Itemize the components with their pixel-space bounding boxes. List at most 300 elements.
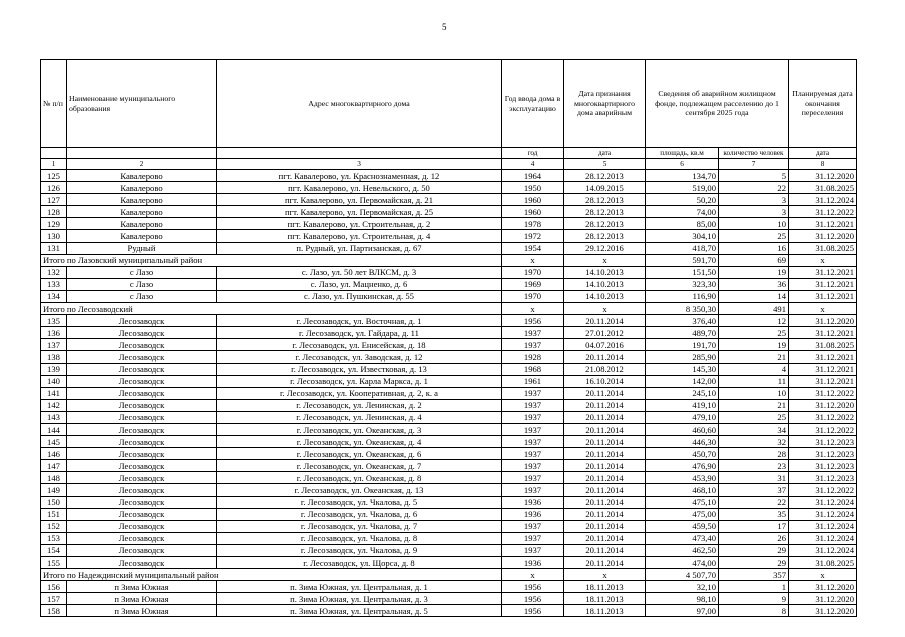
row-address: п. Зима Южная, ул. Центральная, д. 3 xyxy=(217,593,502,605)
row-address: г. Лесозаводск, ул. Чкалова, д. 6 xyxy=(217,508,502,520)
table-row xyxy=(41,170,857,182)
row-people: 34 xyxy=(719,423,789,435)
row-people: 31 xyxy=(719,472,789,484)
table-row xyxy=(41,532,857,544)
row-municipality: Лесозаводск xyxy=(67,460,217,472)
row-people: 36 xyxy=(719,278,789,290)
row-people: 19 xyxy=(719,339,789,351)
header-municipality: Наименование муниципального образования xyxy=(67,60,217,148)
row-planned-date: 31.12.2020 xyxy=(789,399,857,411)
row-planned-date: 31.12.2021 xyxy=(789,327,857,339)
subtotal-people: 69 xyxy=(719,254,789,266)
row-area: 304,10 xyxy=(646,230,719,242)
subtotal-planned: x xyxy=(789,569,857,581)
row-year: 1968 xyxy=(502,363,564,375)
row-municipality: Лесозаводск xyxy=(67,508,217,520)
row-year: 1956 xyxy=(502,605,564,617)
row-planned-date: 31.12.2024 xyxy=(789,520,857,532)
row-people: 21 xyxy=(719,351,789,363)
row-address: г. Лесозаводск, ул. Восточная, д. 1 xyxy=(217,315,502,327)
row-planned-date: 31.12.2020 xyxy=(789,170,857,182)
table-row xyxy=(41,290,857,302)
row-municipality: Кавалерово xyxy=(67,206,217,218)
table-row xyxy=(41,278,857,290)
row-municipality: Лесозаводск xyxy=(67,387,217,399)
row-area: 145,30 xyxy=(646,363,719,375)
row-people: 29 xyxy=(719,557,789,569)
row-address: г. Лесозаводск, ул. Щорса, д. 8 xyxy=(217,557,502,569)
row-year: 1956 xyxy=(502,315,564,327)
table-row xyxy=(41,520,857,532)
row-people: 11 xyxy=(719,375,789,387)
row-planned-date: 31.12.2023 xyxy=(789,460,857,472)
row-recognition-date: 20.11.2014 xyxy=(564,423,646,435)
header-fund-info: Сведения об аварийном жилищном фонде, подлежащем расселению до 1 сентября 2025 года xyxy=(646,60,789,148)
row-address: пгт. Кавалерово, ул. Строительная, д. 4 xyxy=(217,230,502,242)
row-address: п. Зима Южная, ул. Центральная, д. 5 xyxy=(217,605,502,617)
row-number: 134 xyxy=(41,290,67,302)
row-recognition-date: 14.10.2013 xyxy=(564,266,646,278)
row-people: 14 xyxy=(719,290,789,302)
row-year: 1960 xyxy=(502,194,564,206)
table-row xyxy=(41,557,857,569)
table-row xyxy=(41,399,857,411)
row-area: 419,10 xyxy=(646,399,719,411)
row-area: 323,30 xyxy=(646,278,719,290)
row-municipality: с Лазо xyxy=(67,290,217,302)
row-municipality: Лесозаводск xyxy=(67,448,217,460)
table-row xyxy=(41,327,857,339)
row-year: 1937 xyxy=(502,520,564,532)
row-planned-date: 31.12.2023 xyxy=(789,448,857,460)
row-address: г. Лесозаводск, ул. Океанская, д. 6 xyxy=(217,448,502,460)
table-row xyxy=(41,387,857,399)
subtotal-area: 591,70 xyxy=(646,254,719,266)
subtotal-area: 4 507,70 xyxy=(646,569,719,581)
row-area: 460,60 xyxy=(646,423,719,435)
row-people: 8 xyxy=(719,605,789,617)
row-area: 462,50 xyxy=(646,544,719,556)
row-planned-date: 31.12.2021 xyxy=(789,218,857,230)
row-address: г. Лесозаводск, ул. Ленинская, д. 4 xyxy=(217,411,502,423)
unit-date: дата xyxy=(564,148,646,159)
row-people: 5 xyxy=(719,170,789,182)
row-number: 150 xyxy=(41,496,67,508)
row-municipality: с Лазо xyxy=(67,266,217,278)
table-row xyxy=(41,375,857,387)
row-year: 1964 xyxy=(502,170,564,182)
row-area: 489,70 xyxy=(646,327,719,339)
row-people: 17 xyxy=(719,520,789,532)
row-area: 453,90 xyxy=(646,472,719,484)
row-year: 1961 xyxy=(502,375,564,387)
row-recognition-date: 20.11.2014 xyxy=(564,387,646,399)
row-recognition-date: 14.10.2013 xyxy=(564,278,646,290)
row-planned-date: 31.12.2022 xyxy=(789,206,857,218)
subtotal-date: x xyxy=(564,254,646,266)
row-year: 1937 xyxy=(502,436,564,448)
row-area: 74,00 xyxy=(646,206,719,218)
row-year: 1937 xyxy=(502,339,564,351)
row-planned-date: 31.12.2021 xyxy=(789,351,857,363)
row-planned-date: 31.12.2021 xyxy=(789,375,857,387)
table-row xyxy=(41,315,857,327)
row-address: с. Лазо, ул. 50 лет ВЛКСМ, д. 3 xyxy=(217,266,502,278)
row-people: 4 xyxy=(719,363,789,375)
subtotal-year: x xyxy=(502,303,564,315)
row-planned-date: 31.12.2021 xyxy=(789,363,857,375)
table-row xyxy=(41,581,857,593)
row-area: 519,00 xyxy=(646,182,719,194)
row-address: г. Лесозаводск, ул. Чкалова, д. 5 xyxy=(217,496,502,508)
row-year: 1936 xyxy=(502,496,564,508)
row-address: г. Лесозаводск, ул. Ленинская, д. 2 xyxy=(217,399,502,411)
row-address: с. Лазо, ул. Пушкинская, д. 55 xyxy=(217,290,502,302)
row-area: 468,10 xyxy=(646,484,719,496)
row-recognition-date: 14.09.2015 xyxy=(564,182,646,194)
column-number: 8 xyxy=(789,159,857,170)
row-year: 1956 xyxy=(502,581,564,593)
row-municipality: Лесозаводск xyxy=(67,520,217,532)
row-year: 1937 xyxy=(502,544,564,556)
row-municipality: Лесозаводск xyxy=(67,532,217,544)
row-address: г. Лесозаводск, ул. Океанская, д. 4 xyxy=(217,436,502,448)
row-people: 25 xyxy=(719,230,789,242)
row-people: 23 xyxy=(719,460,789,472)
row-municipality: Лесозаводск xyxy=(67,423,217,435)
row-recognition-date: 20.11.2014 xyxy=(564,436,646,448)
row-year: 1936 xyxy=(502,508,564,520)
subtotal-planned: x xyxy=(789,254,857,266)
subtotal-date: x xyxy=(564,303,646,315)
row-area: 475,00 xyxy=(646,508,719,520)
row-planned-date: 31.08.2025 xyxy=(789,242,857,254)
row-municipality: Лесозаводск xyxy=(67,436,217,448)
column-number: 3 xyxy=(217,159,502,170)
row-number: 148 xyxy=(41,472,67,484)
row-municipality: Лесозаводск xyxy=(67,544,217,556)
table-row xyxy=(41,436,857,448)
unit-year: год xyxy=(502,148,564,159)
row-area: 376,40 xyxy=(646,315,719,327)
row-planned-date: 31.12.2020 xyxy=(789,605,857,617)
subtotal-people: 491 xyxy=(719,303,789,315)
row-area: 446,30 xyxy=(646,436,719,448)
row-recognition-date: 28.12.2013 xyxy=(564,218,646,230)
row-planned-date: 31.12.2022 xyxy=(789,411,857,423)
row-area: 418,70 xyxy=(646,242,719,254)
table-row xyxy=(41,182,857,194)
row-number: 153 xyxy=(41,532,67,544)
row-area: 245,10 xyxy=(646,387,719,399)
row-number: 136 xyxy=(41,327,67,339)
table-row xyxy=(41,472,857,484)
header-recognition-date: Дата признания многоквартирного дома аварийным xyxy=(564,60,646,148)
row-municipality: Лесозаводск xyxy=(67,557,217,569)
row-planned-date: 31.12.2020 xyxy=(789,581,857,593)
row-municipality: Лесозаводск xyxy=(67,315,217,327)
subtotal-label: Итого по Лазовский муниципальный район xyxy=(41,254,502,266)
row-planned-date: 31.12.2024 xyxy=(789,544,857,556)
table-row xyxy=(41,593,857,605)
row-address: г. Лесозаводск, ул. Океанская, д. 7 xyxy=(217,460,502,472)
row-year: 1937 xyxy=(502,387,564,399)
row-people: 10 xyxy=(719,218,789,230)
row-area: 50,20 xyxy=(646,194,719,206)
row-number: 145 xyxy=(41,436,67,448)
row-planned-date: 31.12.2020 xyxy=(789,593,857,605)
row-recognition-date: 20.11.2014 xyxy=(564,411,646,423)
row-people: 26 xyxy=(719,532,789,544)
row-planned-date: 31.08.2025 xyxy=(789,557,857,569)
header-year: Год ввода дома в эксплуатацию xyxy=(502,60,564,148)
row-address: г. Лесозаводск, ул. Океанская, д. 8 xyxy=(217,472,502,484)
table-row xyxy=(41,351,857,363)
row-planned-date: 31.12.2024 xyxy=(789,532,857,544)
row-people: 19 xyxy=(719,266,789,278)
row-number: 126 xyxy=(41,182,67,194)
subtotal-row xyxy=(41,254,857,266)
row-people: 25 xyxy=(719,411,789,423)
row-address: г. Лесозаводск, ул. Чкалова, д. 9 xyxy=(217,544,502,556)
subtotal-row xyxy=(41,303,857,315)
unit-planned: дата xyxy=(789,148,857,159)
row-municipality: Лесозаводск xyxy=(67,327,217,339)
unit-people: количество человек xyxy=(719,148,789,159)
row-address: г. Лесозаводск, ул. Кооперативная, д. 2, к. а xyxy=(217,387,502,399)
row-municipality: п Зима Южная xyxy=(67,605,217,617)
row-recognition-date: 18.11.2013 xyxy=(564,581,646,593)
table-row xyxy=(41,194,857,206)
row-year: 1960 xyxy=(502,206,564,218)
row-recognition-date: 20.11.2014 xyxy=(564,460,646,472)
column-number: 6 xyxy=(646,159,719,170)
row-year: 1972 xyxy=(502,230,564,242)
row-recognition-date: 28.12.2013 xyxy=(564,170,646,182)
row-number: 157 xyxy=(41,593,67,605)
row-planned-date: 31.12.2023 xyxy=(789,472,857,484)
table-row xyxy=(41,339,857,351)
row-planned-date: 31.12.2021 xyxy=(789,290,857,302)
row-recognition-date: 18.11.2013 xyxy=(564,605,646,617)
row-address: г. Лесозаводск, ул. Карла Маркса, д. 1 xyxy=(217,375,502,387)
row-number: 146 xyxy=(41,448,67,460)
row-address: г. Лесозаводск, ул. Гайдара, д. 11 xyxy=(217,327,502,339)
row-planned-date: 31.12.2024 xyxy=(789,194,857,206)
row-number: 143 xyxy=(41,411,67,423)
row-recognition-date: 20.11.2014 xyxy=(564,532,646,544)
row-number: 152 xyxy=(41,520,67,532)
row-recognition-date: 20.11.2014 xyxy=(564,351,646,363)
row-people: 16 xyxy=(719,242,789,254)
row-area: 191,70 xyxy=(646,339,719,351)
row-year: 1937 xyxy=(502,532,564,544)
row-year: 1936 xyxy=(502,557,564,569)
subtotal-people: 357 xyxy=(719,569,789,581)
row-address: г. Лесозаводск, ул. Известковая, д. 13 xyxy=(217,363,502,375)
row-year: 1937 xyxy=(502,460,564,472)
table-row xyxy=(41,448,857,460)
column-number-row xyxy=(41,159,857,170)
row-recognition-date: 20.11.2014 xyxy=(564,508,646,520)
table-row xyxy=(41,423,857,435)
table-row xyxy=(41,496,857,508)
header-num: № п/п xyxy=(41,60,67,148)
row-recognition-date: 20.11.2014 xyxy=(564,472,646,484)
row-number: 125 xyxy=(41,170,67,182)
row-year: 1937 xyxy=(502,399,564,411)
row-people: 32 xyxy=(719,436,789,448)
page-number: 5 xyxy=(442,22,447,32)
subtotal-date: x xyxy=(564,569,646,581)
row-number: 149 xyxy=(41,484,67,496)
row-recognition-date: 14.10.2013 xyxy=(564,290,646,302)
row-people: 21 xyxy=(719,399,789,411)
row-recognition-date: 20.11.2014 xyxy=(564,399,646,411)
row-address: пгт. Кавалерово, ул. Строительная, д. 2 xyxy=(217,218,502,230)
row-recognition-date: 04.07.2016 xyxy=(564,339,646,351)
row-number: 140 xyxy=(41,375,67,387)
row-area: 142,00 xyxy=(646,375,719,387)
row-year: 1937 xyxy=(502,448,564,460)
row-year: 1950 xyxy=(502,182,564,194)
row-people: 22 xyxy=(719,182,789,194)
row-area: 476,90 xyxy=(646,460,719,472)
row-recognition-date: 28.12.2013 xyxy=(564,230,646,242)
row-year: 1970 xyxy=(502,266,564,278)
subtotal-year: x xyxy=(502,569,564,581)
row-municipality: Кавалерово xyxy=(67,182,217,194)
row-municipality: Лесозаводск xyxy=(67,472,217,484)
row-number: 151 xyxy=(41,508,67,520)
row-recognition-date: 29.12.2016 xyxy=(564,242,646,254)
row-number: 131 xyxy=(41,242,67,254)
column-number: 1 xyxy=(41,159,67,170)
row-municipality: Лесозаводск xyxy=(67,496,217,508)
row-municipality: Кавалерово xyxy=(67,230,217,242)
row-year: 1954 xyxy=(502,242,564,254)
row-number: 137 xyxy=(41,339,67,351)
row-number: 133 xyxy=(41,278,67,290)
row-number: 135 xyxy=(41,315,67,327)
row-number: 139 xyxy=(41,363,67,375)
row-year: 1937 xyxy=(502,411,564,423)
row-people: 37 xyxy=(719,484,789,496)
row-people: 35 xyxy=(719,508,789,520)
subtotal-year: x xyxy=(502,254,564,266)
row-number: 154 xyxy=(41,544,67,556)
subtotal-planned: x xyxy=(789,303,857,315)
row-people: 9 xyxy=(719,593,789,605)
row-people: 3 xyxy=(719,194,789,206)
table-row xyxy=(41,411,857,423)
row-planned-date: 31.08.2025 xyxy=(789,339,857,351)
row-people: 12 xyxy=(719,315,789,327)
row-number: 141 xyxy=(41,387,67,399)
row-municipality: с Лазо xyxy=(67,278,217,290)
row-address: п. Рудный, ул. Партизанская, д. 67 xyxy=(217,242,502,254)
row-address: г. Лесозаводск, ул. Океанская, д. 13 xyxy=(217,484,502,496)
row-planned-date: 31.12.2021 xyxy=(789,278,857,290)
row-area: 97,00 xyxy=(646,605,719,617)
table-row xyxy=(41,484,857,496)
row-number: 128 xyxy=(41,206,67,218)
row-year: 1969 xyxy=(502,278,564,290)
row-planned-date: 31.12.2022 xyxy=(789,423,857,435)
row-number: 144 xyxy=(41,423,67,435)
row-address: пгт. Кавалерово, ул. Невельского, д. 50 xyxy=(217,182,502,194)
table-row xyxy=(41,544,857,556)
row-area: 475,10 xyxy=(646,496,719,508)
row-year: 1978 xyxy=(502,218,564,230)
table-row xyxy=(41,242,857,254)
row-address: пгт. Кавалерово, ул. Первомайская, д. 25 xyxy=(217,206,502,218)
table-row xyxy=(41,230,857,242)
row-year: 1956 xyxy=(502,593,564,605)
subtotal-label: Итого по Надеждинский муниципальный район xyxy=(41,569,502,581)
row-area: 85,00 xyxy=(646,218,719,230)
row-address: г. Лесозаводск, ул. Чкалова, д. 7 xyxy=(217,520,502,532)
table-header-row xyxy=(41,60,857,148)
row-address: г. Лесозаводск, ул. Чкалова, д. 8 xyxy=(217,532,502,544)
row-people: 22 xyxy=(719,496,789,508)
row-municipality: Лесозаводск xyxy=(67,399,217,411)
row-number: 158 xyxy=(41,605,67,617)
row-year: 1928 xyxy=(502,351,564,363)
row-municipality: Кавалерово xyxy=(67,194,217,206)
row-area: 473,40 xyxy=(646,532,719,544)
row-people: 28 xyxy=(719,448,789,460)
row-planned-date: 31.08.2025 xyxy=(789,182,857,194)
unit-empty xyxy=(41,148,67,159)
row-planned-date: 31.12.2022 xyxy=(789,484,857,496)
table-row xyxy=(41,508,857,520)
row-planned-date: 31.12.2023 xyxy=(789,436,857,448)
row-area: 134,70 xyxy=(646,170,719,182)
column-number: 2 xyxy=(67,159,217,170)
row-area: 474,00 xyxy=(646,557,719,569)
subtotal-label: Итого по Лесозаводский xyxy=(41,303,502,315)
table-row xyxy=(41,460,857,472)
row-people: 10 xyxy=(719,387,789,399)
row-planned-date: 31.12.2020 xyxy=(789,230,857,242)
column-number: 5 xyxy=(564,159,646,170)
row-people: 25 xyxy=(719,327,789,339)
row-municipality: Лесозаводск xyxy=(67,363,217,375)
row-municipality: Лесозаводск xyxy=(67,339,217,351)
row-number: 155 xyxy=(41,557,67,569)
row-recognition-date: 28.12.2013 xyxy=(564,194,646,206)
row-planned-date: 31.12.2024 xyxy=(789,508,857,520)
table-row xyxy=(41,363,857,375)
row-recognition-date: 20.11.2014 xyxy=(564,544,646,556)
row-area: 151,50 xyxy=(646,266,719,278)
table-row xyxy=(41,218,857,230)
row-area: 32,10 xyxy=(646,581,719,593)
table-row xyxy=(41,605,857,617)
row-year: 1937 xyxy=(502,327,564,339)
row-planned-date: 31.12.2024 xyxy=(789,496,857,508)
row-address: с. Лазо, ул. Мацненко, д. 6 xyxy=(217,278,502,290)
row-recognition-date: 20.11.2014 xyxy=(564,315,646,327)
row-recognition-date: 21.08.2012 xyxy=(564,363,646,375)
row-address: г. Лесозаводск, ул. Океанская, д. 3 xyxy=(217,423,502,435)
row-recognition-date: 16.10.2014 xyxy=(564,375,646,387)
table-row xyxy=(41,266,857,278)
row-municipality: Кавалерово xyxy=(67,218,217,230)
row-year: 1937 xyxy=(502,472,564,484)
subtotal-area: 8 350,30 xyxy=(646,303,719,315)
